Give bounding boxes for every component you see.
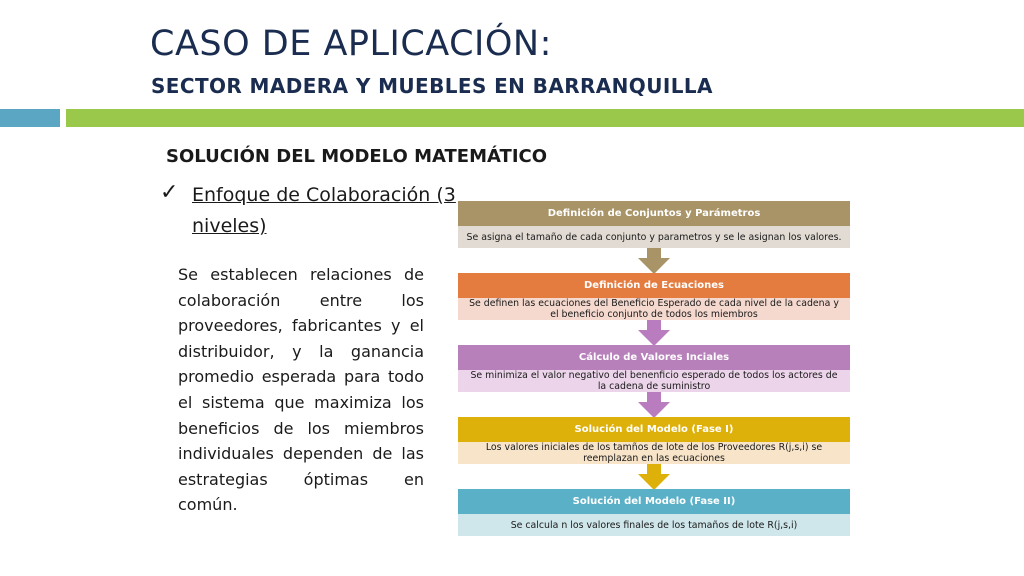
bullet-text: Enfoque de Colaboración (3 niveles)	[192, 184, 456, 237]
flow-step-title: Cálculo de Valores Inciales	[458, 345, 850, 370]
flow-step-4	[458, 417, 850, 464]
flow-step-description: Los valores iniciales de los tamños de lote de los Proveedores R(j,s,i) se reemplazan en las ecuaciones	[458, 442, 850, 464]
flow-step-5	[458, 489, 850, 536]
flow-step-description: Se asigna el tamaño de cada conjunto y parametros y se le asignan los valores.	[458, 226, 850, 248]
flow-step-1	[458, 201, 850, 248]
accent-bar-blue	[0, 109, 60, 127]
flow-step-description: Se minimiza el valor negativo del benenficio esperado de todos los actores de la cadena de suministro	[458, 370, 850, 392]
slide-subtitle: SECTOR MADERA Y MUEBLES EN BARRANQUILLA	[151, 74, 713, 98]
flow-step-title: Definición de Ecuaciones	[458, 273, 850, 298]
slide-title: CASO DE APLICACIÓN:	[150, 24, 552, 64]
flow-step-title: Solución del Modelo (Fase I)	[458, 417, 850, 442]
flow-step-3	[458, 345, 850, 392]
flow-step-description: Se calcula n los valores finales de los tamaños de lote R(j,s,i)	[458, 514, 850, 536]
flow-step-title: Solución del Modelo (Fase II)	[458, 489, 850, 514]
section-heading: SOLUCIÓN DEL MODELO MATEMÁTICO	[166, 146, 548, 167]
flow-step-title: Definición de Conjuntos y Parámetros	[458, 201, 850, 226]
flow-step-description: Se definen las ecuaciones del Beneficio Esperado de cada nivel de la cadena y el beneficio conjunto de todos los miembros	[458, 298, 850, 320]
body-paragraph: Se establecen relaciones de colaboración entre los proveedores, fabricantes y el distribuidor, y la ganancia promedio esperada para todo el sistema que maximiza los beneficios de los miembros individuales dependen de las estrategias óptimas en común.	[178, 265, 424, 515]
check-icon: ✓	[160, 180, 179, 205]
down-arrow-icon	[638, 392, 670, 418]
process-flow	[458, 0, 850, 576]
down-arrow-icon	[638, 464, 670, 490]
down-arrow-icon	[638, 320, 670, 346]
down-arrow-icon	[638, 248, 670, 274]
flow-step-2	[458, 273, 850, 320]
